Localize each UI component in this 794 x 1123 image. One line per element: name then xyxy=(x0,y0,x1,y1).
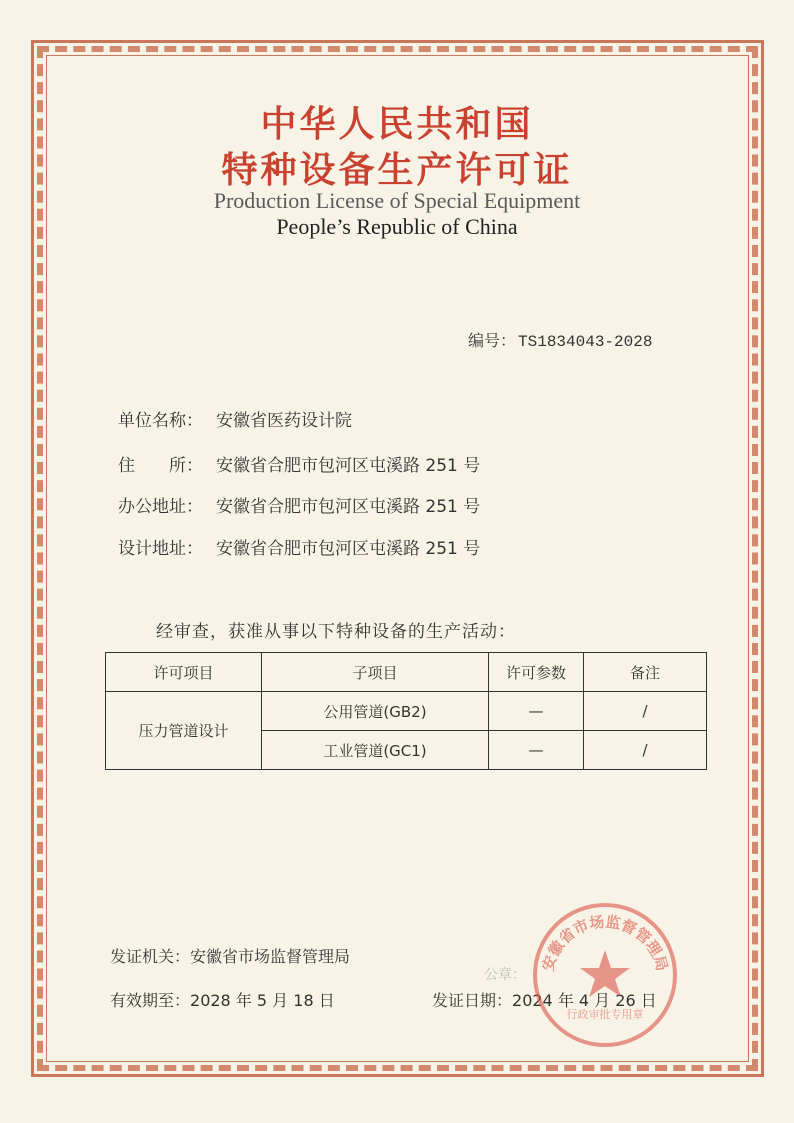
table-header: 许可参数 xyxy=(489,653,584,692)
table-cell-sub: 公用管道(GB2) xyxy=(262,692,489,731)
field-value: 安徽省合肥市包河区屯溪路 251 号 xyxy=(216,497,481,517)
field-label: 住 所： xyxy=(118,456,203,476)
valid-until xyxy=(110,988,335,1011)
license-table xyxy=(105,652,707,770)
title-cn-line2: 特种设备生产许可证 xyxy=(221,150,573,191)
table-cell-sub: 工业管道(GC1) xyxy=(262,731,489,770)
official-seal-stamp xyxy=(530,900,680,1050)
title-cn-line1: 中华人民共和国 xyxy=(260,104,534,145)
table-header: 备注 xyxy=(584,653,707,692)
issued-label: 发证日期： xyxy=(432,991,513,1010)
field-value: 安徽省医药设计院 xyxy=(216,411,352,431)
field-label: 单位名称： xyxy=(118,411,203,431)
certificate-number-value: TS1834043-2028 xyxy=(518,333,653,351)
valid-value: 2028 年 5 月 18 日 xyxy=(190,991,335,1010)
title-en-line1: Production License of Special Equipment xyxy=(213,188,581,213)
field-design-address xyxy=(118,534,480,559)
certificate-number-label: 编号： xyxy=(468,331,517,350)
table-cell-item: 压力管道设计 xyxy=(106,692,262,770)
seal-label: 公章： xyxy=(484,967,526,983)
table-header: 许可项目 xyxy=(106,653,262,692)
valid-label: 有效期至： xyxy=(110,991,191,1010)
issuer-label: 发证机关： xyxy=(110,947,191,966)
table-header-row xyxy=(106,653,707,692)
issuing-authority xyxy=(110,944,350,967)
table-cell-note: / xyxy=(584,692,707,731)
title-en-line2: People’s Republic of China xyxy=(276,214,518,239)
approval-statement: 经审查，获准从事以下特种设备的生产活动： xyxy=(156,622,516,642)
seal-sub-text: 行政审批专用章 xyxy=(566,1008,644,1021)
seal-text: 安徽省市场监督管理局 xyxy=(538,912,672,974)
field-label: 设计地址： xyxy=(118,539,203,559)
field-value: 安徽省合肥市包河区屯溪路 251 号 xyxy=(216,539,481,559)
issuer-value: 安徽省市场监督管理局 xyxy=(190,947,351,966)
field-value: 安徽省合肥市包河区屯溪路 251 号 xyxy=(216,456,481,476)
field-office-address xyxy=(118,492,480,517)
table-cell-param: — xyxy=(489,731,584,770)
table-header: 子项目 xyxy=(262,653,489,692)
field-address xyxy=(118,451,480,476)
seal-star-icon xyxy=(580,950,630,997)
table-cell-note: / xyxy=(584,731,707,770)
field-label: 办公地址： xyxy=(118,497,203,517)
table-cell-param: — xyxy=(489,692,584,731)
certificate-number xyxy=(468,328,652,351)
issued-value: 2024 年 4 月 26 日 xyxy=(512,991,657,1010)
field-unit-name xyxy=(118,406,352,431)
table-row xyxy=(106,692,707,731)
